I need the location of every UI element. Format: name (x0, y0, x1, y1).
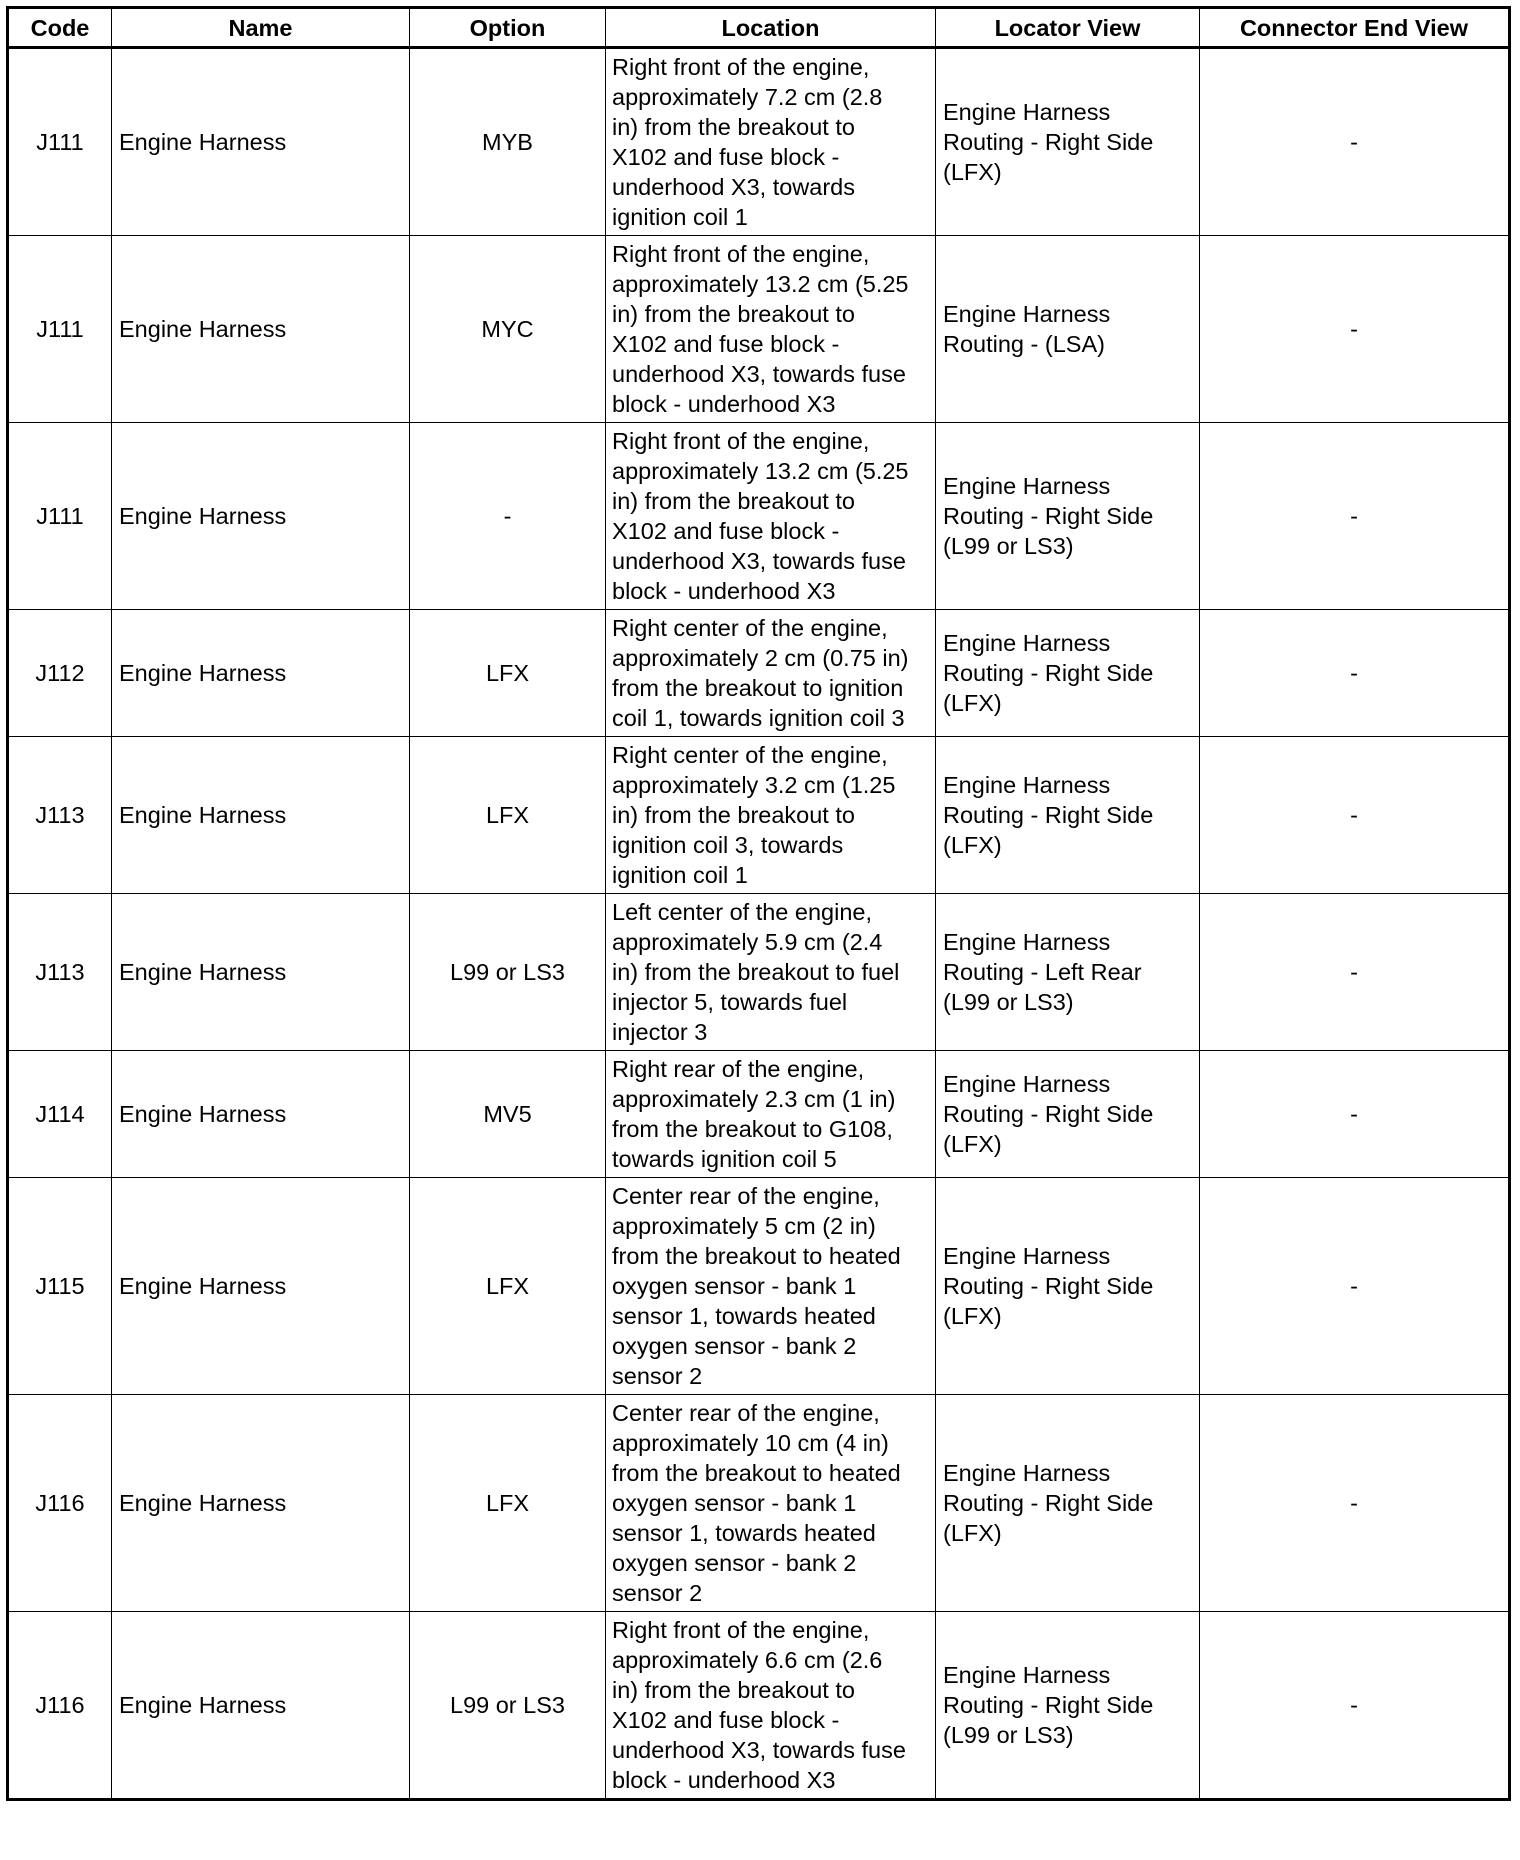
location-line: Left center of the engine, (612, 899, 872, 925)
connector-table (6, 6, 1511, 1801)
location-line: sensor 1, towards heated (612, 1520, 876, 1546)
locator-view-line: (LFX) (943, 690, 1002, 716)
header-name: Name (112, 8, 410, 48)
cell-locator-view (936, 1395, 1200, 1612)
locator-view-line: Engine Harness (943, 301, 1111, 327)
header-location: Location (606, 8, 936, 48)
cell-name: Engine Harness (112, 737, 410, 894)
location-line: ignition coil 1 (612, 862, 748, 888)
location-line: approximately 2 cm (0.75 in) (612, 645, 909, 671)
cell-locator-view (936, 737, 1200, 894)
header-code: Code (8, 8, 112, 48)
table-row (8, 236, 1510, 423)
cell-code: J111 (8, 423, 112, 610)
cell-location (606, 737, 936, 894)
cell-location (606, 1051, 936, 1178)
location-line: X102 and fuse block - (612, 518, 840, 544)
locator-view-line: (L99 or LS3) (943, 1722, 1074, 1748)
cell-name: Engine Harness (112, 1051, 410, 1178)
cell-location (606, 48, 936, 236)
cell-option: LFX (410, 737, 606, 894)
location-line: block - underhood X3 (612, 391, 836, 417)
location-line: approximately 13.2 cm (5.25 (612, 271, 909, 297)
cell-location (606, 1612, 936, 1800)
location-line: towards ignition coil 5 (612, 1146, 837, 1172)
locator-view-line: Routing - Right Side (943, 802, 1154, 828)
locator-view-line: (LFX) (943, 1303, 1002, 1329)
cell-name: Engine Harness (112, 1178, 410, 1395)
locator-view-line: Routing - Right Side (943, 129, 1154, 155)
header-option: Option (410, 8, 606, 48)
location-line: sensor 2 (612, 1580, 703, 1606)
location-line: underhood X3, towards fuse (612, 361, 906, 387)
locator-view-line: Engine Harness (943, 772, 1111, 798)
locator-view-line: Routing - Right Side (943, 1692, 1154, 1718)
table-row (8, 1178, 1510, 1395)
cell-locator-view (936, 1051, 1200, 1178)
cell-option: LFX (410, 610, 606, 737)
location-line: in) from the breakout to (612, 301, 855, 327)
cell-locator-view (936, 48, 1200, 236)
locator-view-line: Engine Harness (943, 1243, 1111, 1269)
location-line: block - underhood X3 (612, 1767, 836, 1793)
location-line: approximately 10 cm (4 in) (612, 1430, 889, 1456)
location-line: oxygen sensor - bank 2 (612, 1333, 857, 1359)
cell-option: - (410, 423, 606, 610)
location-line: injector 3 (612, 1019, 708, 1045)
location-line: Right front of the engine, (612, 54, 870, 80)
locator-view-line: (LFX) (943, 159, 1002, 185)
cell-code: J116 (8, 1612, 112, 1800)
locator-view-line: Routing - Right Side (943, 1101, 1154, 1127)
cell-location (606, 423, 936, 610)
location-line: Right center of the engine, (612, 615, 888, 641)
location-line: approximately 13.2 cm (5.25 (612, 458, 909, 484)
locator-view-line: (LFX) (943, 1131, 1002, 1157)
location-line: approximately 2.3 cm (1 in) (612, 1086, 896, 1112)
location-line: sensor 2 (612, 1363, 703, 1389)
cell-name: Engine Harness (112, 894, 410, 1051)
cell-option: MYC (410, 236, 606, 423)
location-line: Right front of the engine, (612, 428, 870, 454)
location-line: oxygen sensor - bank 1 (612, 1273, 857, 1299)
location-line: Right front of the engine, (612, 241, 870, 267)
table-row (8, 1051, 1510, 1178)
location-line: underhood X3, towards fuse (612, 548, 906, 574)
locator-view-line: Engine Harness (943, 929, 1111, 955)
cell-option: L99 or LS3 (410, 1612, 606, 1800)
cell-option: MYB (410, 48, 606, 236)
location-line: Right front of the engine, (612, 1617, 870, 1643)
cell-locator-view (936, 423, 1200, 610)
table-row (8, 48, 1510, 236)
cell-code: J111 (8, 236, 112, 423)
location-line: in) from the breakout to (612, 802, 855, 828)
cell-connector-end-view: - (1200, 610, 1510, 737)
cell-connector-end-view: - (1200, 1612, 1510, 1800)
header-locator-view: Locator View (936, 8, 1200, 48)
locator-view-line: (LFX) (943, 1520, 1002, 1546)
cell-option: MV5 (410, 1051, 606, 1178)
cell-code: J114 (8, 1051, 112, 1178)
cell-location (606, 236, 936, 423)
location-line: Right rear of the engine, (612, 1056, 865, 1082)
locator-view-line: Engine Harness (943, 1071, 1111, 1097)
location-line: ignition coil 3, towards (612, 832, 844, 858)
cell-locator-view (936, 1178, 1200, 1395)
cell-code: J115 (8, 1178, 112, 1395)
location-line: in) from the breakout to fuel (612, 959, 900, 985)
cell-location (606, 610, 936, 737)
cell-name: Engine Harness (112, 1395, 410, 1612)
cell-connector-end-view: - (1200, 48, 1510, 236)
cell-locator-view (936, 1612, 1200, 1800)
location-line: in) from the breakout to (612, 488, 855, 514)
table-row (8, 894, 1510, 1051)
locator-view-line: Engine Harness (943, 630, 1111, 656)
location-line: Center rear of the engine, (612, 1400, 880, 1426)
cell-locator-view (936, 236, 1200, 423)
cell-name: Engine Harness (112, 423, 410, 610)
locator-view-line: Engine Harness (943, 473, 1111, 499)
location-line: injector 5, towards fuel (612, 989, 848, 1015)
location-line: underhood X3, towards (612, 174, 855, 200)
cell-location (606, 894, 936, 1051)
locator-view-line: Routing - Left Rear (943, 959, 1142, 985)
location-line: approximately 5.9 cm (2.4 (612, 929, 883, 955)
locator-view-line: Routing - (LSA) (943, 331, 1105, 357)
cell-connector-end-view: - (1200, 737, 1510, 894)
location-line: approximately 6.6 cm (2.6 (612, 1647, 883, 1673)
location-line: coil 1, towards ignition coil 3 (612, 705, 905, 731)
location-line: from the breakout to heated (612, 1460, 901, 1486)
location-line: Right center of the engine, (612, 742, 888, 768)
cell-code: J113 (8, 894, 112, 1051)
locator-view-line: Routing - Right Side (943, 1273, 1154, 1299)
location-line: X102 and fuse block - (612, 1707, 840, 1733)
locator-view-line: Engine Harness (943, 1460, 1111, 1486)
locator-view-line: Engine Harness (943, 1662, 1111, 1688)
cell-code: J116 (8, 1395, 112, 1612)
cell-locator-view (936, 610, 1200, 737)
table-row (8, 737, 1510, 894)
cell-connector-end-view: - (1200, 236, 1510, 423)
cell-locator-view (936, 894, 1200, 1051)
locator-view-line: (L99 or LS3) (943, 533, 1074, 559)
cell-code: J112 (8, 610, 112, 737)
cell-connector-end-view: - (1200, 1178, 1510, 1395)
location-line: in) from the breakout to (612, 114, 855, 140)
table-row (8, 423, 1510, 610)
location-line: approximately 3.2 cm (1.25 (612, 772, 896, 798)
location-line: block - underhood X3 (612, 578, 836, 604)
locator-view-line: Routing - Right Side (943, 1490, 1154, 1516)
location-line: from the breakout to G108, (612, 1116, 893, 1142)
cell-option: L99 or LS3 (410, 894, 606, 1051)
locator-view-line: Routing - Right Side (943, 503, 1154, 529)
table-row (8, 610, 1510, 737)
cell-name: Engine Harness (112, 236, 410, 423)
table-header (8, 8, 1510, 48)
header-connector-end-view: Connector End View (1200, 8, 1510, 48)
table-row (8, 1395, 1510, 1612)
locator-view-line: (LFX) (943, 832, 1002, 858)
table-row (8, 1612, 1510, 1800)
cell-code: J113 (8, 737, 112, 894)
location-line: sensor 1, towards heated (612, 1303, 876, 1329)
location-line: from the breakout to ignition (612, 675, 904, 701)
location-line: underhood X3, towards fuse (612, 1737, 906, 1763)
locator-view-line: (L99 or LS3) (943, 989, 1074, 1015)
cell-connector-end-view: - (1200, 423, 1510, 610)
location-line: oxygen sensor - bank 2 (612, 1550, 857, 1576)
table-body (8, 48, 1510, 1800)
location-line: approximately 7.2 cm (2.8 (612, 84, 883, 110)
location-line: oxygen sensor - bank 1 (612, 1490, 857, 1516)
location-line: ignition coil 1 (612, 204, 748, 230)
header-row (8, 8, 1510, 48)
location-line: Center rear of the engine, (612, 1183, 880, 1209)
cell-connector-end-view: - (1200, 1051, 1510, 1178)
cell-connector-end-view: - (1200, 894, 1510, 1051)
location-line: approximately 5 cm (2 in) (612, 1213, 876, 1239)
cell-location (606, 1178, 936, 1395)
cell-name: Engine Harness (112, 48, 410, 236)
cell-option: LFX (410, 1178, 606, 1395)
cell-name: Engine Harness (112, 1612, 410, 1800)
cell-connector-end-view: - (1200, 1395, 1510, 1612)
cell-location (606, 1395, 936, 1612)
location-line: X102 and fuse block - (612, 144, 840, 170)
cell-code: J111 (8, 48, 112, 236)
locator-view-line: Engine Harness (943, 99, 1111, 125)
location-line: X102 and fuse block - (612, 331, 840, 357)
cell-option: LFX (410, 1395, 606, 1612)
locator-view-line: Routing - Right Side (943, 660, 1154, 686)
cell-name: Engine Harness (112, 610, 410, 737)
location-line: in) from the breakout to (612, 1677, 855, 1703)
location-line: from the breakout to heated (612, 1243, 901, 1269)
